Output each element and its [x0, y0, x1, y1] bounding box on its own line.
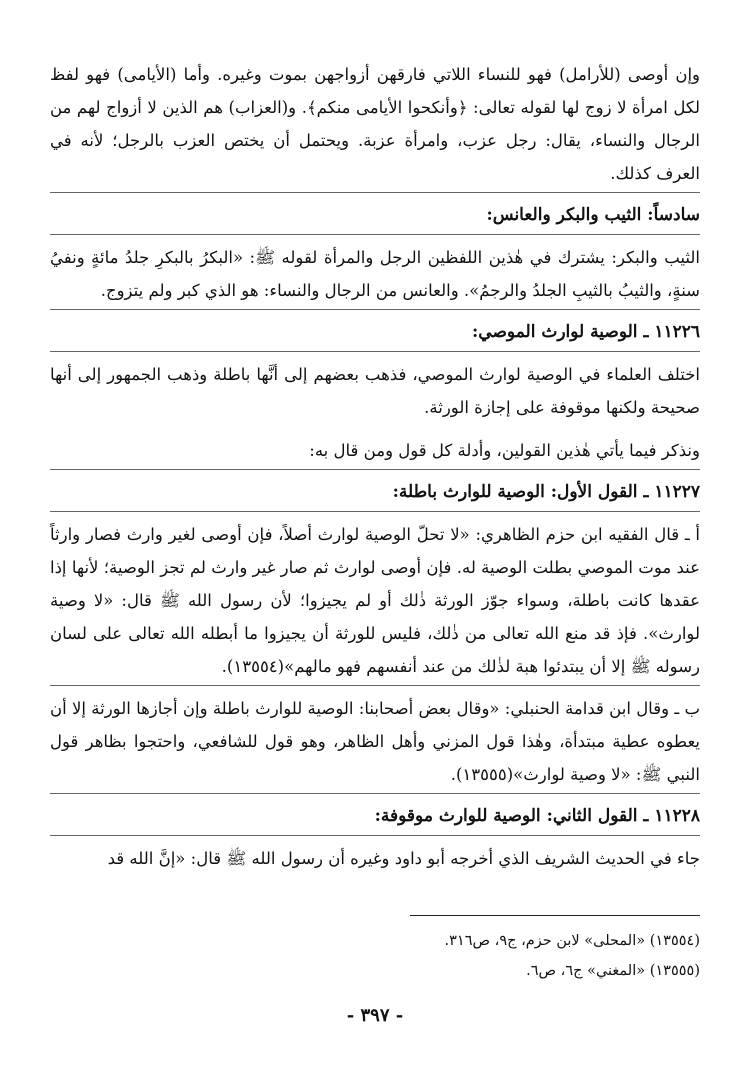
heading-1226: ١١٢٢٦ ـ الوصية لوارث الموصي: [472, 322, 700, 342]
page-number: - ٣٩٧ - [346, 1005, 404, 1026]
heading-sixth: سادساً: الثيب والبكر والعانس: [486, 205, 700, 225]
paragraph-virgin-widow: الثيب والبكر: يشترك في هٰذين اللفظين الرجل والمرأة لقوله ﷺ: «البكرُ بالبكرِ جلدُ مائةٍ ونفيُ سنةٍ، والثيبُ بالثيبِ الجلدُ والرجمُ». والعانس من الرجال والنساء: هو الذي كبر ولم يتزوج. [50, 248, 700, 300]
paragraph-ibn-hazm: أ ـ قال الفقيه ابن حزم الظاهري: «لا تحلّ الوصية لوارث أصلاً، فإن أوصى لغير وارث فصار وارثاً عند موت الموصي بطلت الوصية له. فإن أوصى لوارث ثم صار غير وارث لم تجز الوصية؛ لأنها إذا عقدها كانت باطلة، وسواء جوّز الورثة ذٰلك أو لم يجيزوا؛ لأن رسول الله ﷺ قال: «لا وصية لوارث». فإذ قد منع الله تعالى من ذٰلك، فليس للورثة أن يجيزوا ما أبطله الله تعالى على لسان رسوله ﷺ إلا أن يبتدئوا هبة لذٰلك من عند أنفسهم فهو مالهم»(١٣٥٥٤). [50, 525, 700, 676]
footnote-13555: (١٣٥٥٥) «المغني» ج٦، ص٦. [526, 963, 700, 979]
footnotes [50, 926, 700, 986]
paragraph-two-opinions: ونذكر فيما يأتي هٰذين القولين، وأدلة كل قول ومن قال به: [309, 441, 700, 460]
paragraph-widows: وإن أوصى (للأرامل) فهو للنساء اللاتي فارقهن أزواجهن بموت وغيره. وأما (الأيامى) فهو لفظ لكل امرأة لا زوج لها لقوله تعالى: ﴿وأنكحوا الأيامى منكم﴾. و(العزاب) هم الذين لا أزواج لهم من الرجال والنساء، يقال: رجل عزب، وامرأة عزبة. ويحتمل أن يختص العزب بالرجل؛ لأنه في العرف كذلك. [50, 65, 700, 183]
footnote-separator [410, 915, 700, 916]
page-body [50, 58, 700, 875]
paragraph-ibn-qudama: ب ـ وقال ابن قدامة الحنبلي: «وقال بعض أصحابنا: الوصية للوارث باطلة وإن أجازها الورثة إلا أن يعطوه عطية مبتدأة، وهٰذا قول المزني وأهل الظاهر، وهو قول للشافعي، واحتجوا بظاهر قول النبي ﷺ: «لا وصية لوارث»(١٣٥٥٥). [50, 699, 700, 784]
heading-1227: ١١٢٢٧ ـ القول الأول: الوصية للوارث باطلة: [392, 482, 700, 502]
paragraph-scholars-differ: اختلف العلماء في الوصية لوارث الموصي، فذهب بعضهم إلى أنَّها باطلة وذهب الجمهور إلى أنها صحيحة ولكنها موقوفة على إجازة الورثة. [50, 365, 700, 417]
heading-1228: ١١٢٢٨ ـ القول الثاني: الوصية للوارث موقوفة: [374, 806, 700, 826]
footnote-13554: (١٣٥٥٤) «المحلى» لابن حزم، ج٩، ص٣١٦. [444, 933, 700, 949]
paragraph-hadith: جاء في الحديث الشريف الذي أخرجه أبو داود وغيره أن رسول الله ﷺ قال: «إنَّ الله قد [107, 849, 700, 868]
